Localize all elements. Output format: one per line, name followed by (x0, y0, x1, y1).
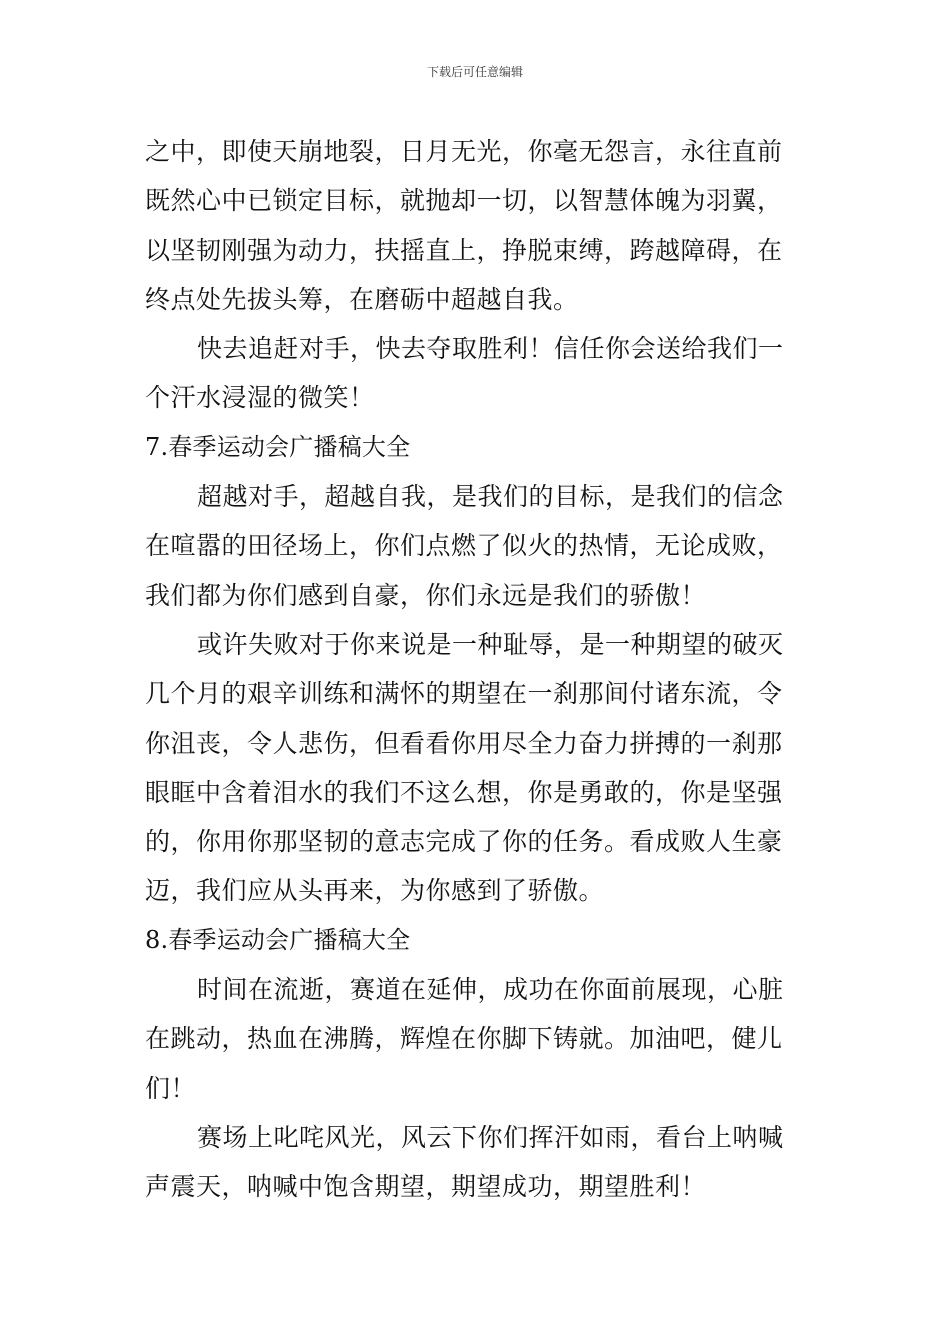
text-line: 眼眶中含着泪水的我们不这么想，你是勇敢的，你是坚强 (145, 777, 783, 807)
document-body (145, 127, 807, 1212)
text-line: 之中，即使天崩地裂，日月无光，你毫无怨言，永往直前 (145, 137, 783, 166)
section-heading-7: 7.春季运动会广播稿大全 (145, 432, 411, 461)
text-line: 几个月的艰辛训练和满怀的期望在一刹那间付诸东流，令 (145, 679, 783, 709)
paragraph-start: 赛场上叱咤风光，风云下你们挥汗如雨，看台上呐喊 (197, 1122, 784, 1152)
paragraph-start: 或许失败对于你来说是一种耻辱，是一种期望的破灭 (197, 629, 784, 659)
text-line: 你沮丧，令人悲伤，但看看你用尽全力奋力拼搏的一刹那 (145, 728, 783, 758)
paragraph-start: 超越对手，超越自我，是我们的目标，是我们的信念 (197, 482, 784, 512)
paragraph-start: 时间在流逝，赛道在延伸，成功在你面前展现，心脏 (197, 975, 784, 1005)
text-line: 我们都为你们感到自豪，你们永远是我们的骄傲！ (145, 580, 707, 610)
text-line: 们！ (145, 1073, 197, 1103)
section-heading-8: 8.春季运动会广播稿大全 (145, 925, 411, 954)
text-line: 迈，我们应从头再来，为你感到了骄傲。 (145, 876, 605, 906)
text-line: 以坚韧刚强为动力，扶摇直上，挣脱束缚，跨越障碍，在 (145, 235, 783, 265)
text-line: 声震天，呐喊中饱含期望，期望成功，期望胜利！ (145, 1172, 707, 1202)
text-line: 既然心中已锁定目标，就抛却一切，以智慧体魄为羽翼， (145, 186, 783, 216)
paragraph-start: 快去追赶对手，快去夺取胜利！信任你会送给我们一 (197, 334, 784, 364)
text-line: 的，你用你那坚韧的意志完成了你的任务。看成败人生豪 (145, 827, 783, 857)
text-line: 个汗水浸湿的微笑！ (145, 383, 375, 413)
text-line: 在喧嚣的田径场上，你们点燃了似火的热情，无论成败， (145, 531, 783, 561)
page-header: 下载后可任意编辑 (426, 65, 523, 79)
text-line: 在跳动，热血在沸腾，辉煌在你脚下铸就。加油吧，健儿 (145, 1024, 783, 1054)
text-line: 终点处先拔头筹，在磨砺中超越自我。 (145, 284, 579, 314)
